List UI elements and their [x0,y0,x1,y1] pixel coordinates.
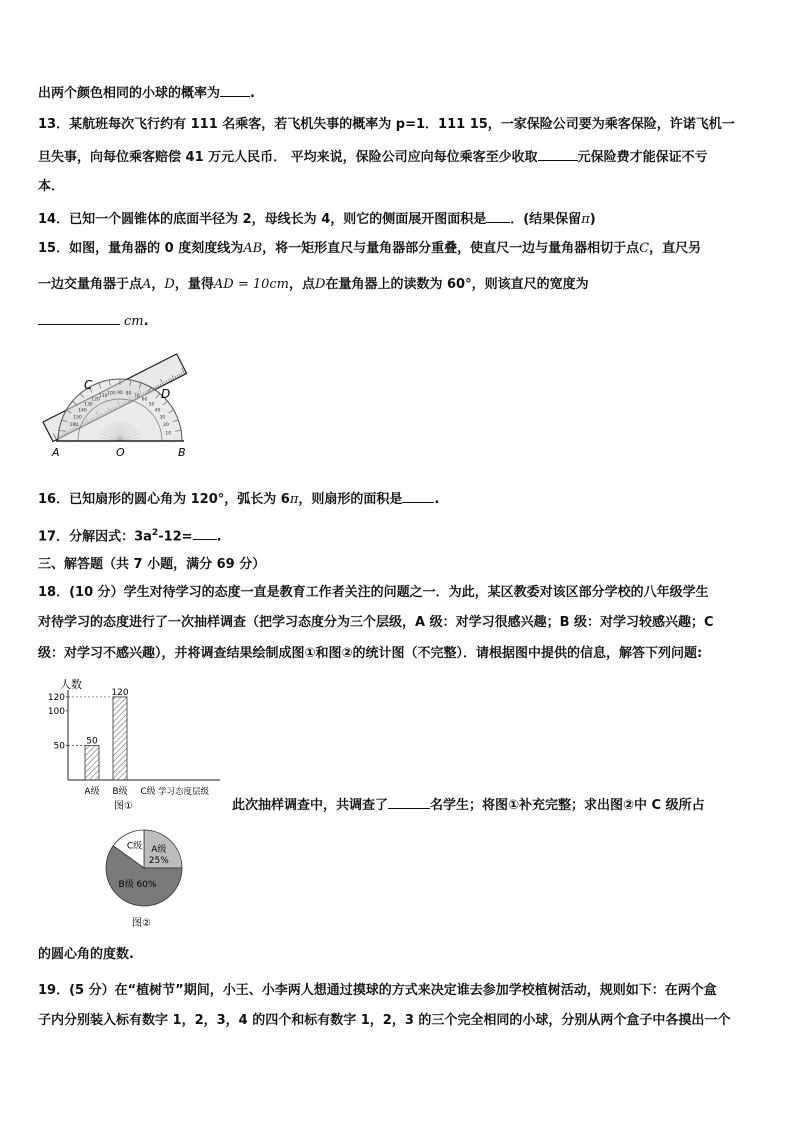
answer-blank[interactable] [402,490,434,503]
q18-line3: 级：对学习不感兴趣），并将调查结果绘制成图①和图②的统计图（不完整）．请根据图中提供的信息，解答下列问题: [38,646,703,661]
q19-line1: 19．(5 分）在“植树节”期间，小王、小李两人想通过摸球的方式来决定谁去参加学校植树活动，规则如下：在两个盒 [38,983,717,998]
bar-category-label: C级 [140,787,156,797]
q12-tail: 出两个颜色相同的小球的概率为 . [38,86,255,101]
q17-line: 17．分解因式：$3a^2-12=$ . [38,528,222,545]
q12-text: 出两个颜色相同的小球的概率为 [38,86,221,101]
protractor-tick-label: 10 [165,431,172,437]
bar-chart [40,676,230,816]
bar-xlabel: 学习态度层级 [158,787,210,797]
pie-label: B级 60% [118,879,157,890]
protractor-tick-label: 80 [125,391,132,397]
protractor-tick-label: 140 [78,408,87,414]
bar-value-label: 50 [86,736,98,747]
bar-0 [85,745,99,780]
protractor-tick-label: 40 [154,408,161,414]
protractor-tick-label: 100 [107,391,116,397]
q18-line2: 对待学习的态度进行了一次抽样调查（把学习态度分为三个层级，A 级：对学习很感兴趣；B 级：对学习较感兴趣；C [38,615,714,630]
label-D: D [161,387,171,401]
protractor-tick-label: 120 [91,397,100,403]
protractor-tick-label: 70 [133,393,140,399]
bar-1 [113,697,127,780]
protractor-tick-label: 20 [163,423,169,429]
label-B: B [178,446,186,459]
q18-line5: 的圆心角的度数. [38,947,134,962]
protractor-tick-label: 50 [148,402,155,408]
q19-line2: 子内分别装入标有数字 1，2，3，4 的四个和标有数字 1，2，3 的三个完全相同的小球，分别从两个盒子中各摸出一个 [38,1013,731,1028]
section-3-heading: 三、解答题（共 7 小题，满分 69 分） [38,557,266,572]
answer-blank[interactable] [193,527,217,540]
bar-ytick-label: 50 [53,741,65,752]
bar-category-label: B级 [112,787,128,797]
pie-chart [100,822,190,932]
label-O: O [116,446,125,459]
protractor-tick-label: 110 [98,393,108,399]
q15-line1: 15．如图，量角器的 0 度刻度线为AB，将一矩形直尺与量角器部分重叠，使直尺一边与量角器相切于点C，直尺另 [38,241,702,256]
protractor-figure [38,344,208,464]
answer-blank[interactable] [38,312,120,325]
protractor-tick-label: 130 [84,402,93,408]
bar-ylabel: 人数 [60,678,82,691]
q13-line1: 13．某航班每次飞行约有 111 名乘客，若飞机失事的概率为 p=1．111 15，一家保险公司要为乘客保险，许诺飞机一 [38,117,735,132]
q18-line4: 此次抽样调查中，共调查了 名学生；将图①补充完整；求出图②中 C 级所占 [232,798,705,813]
q15-line3: cm. [38,312,149,331]
q13-line3: 本． [38,179,65,194]
label-C: C [84,378,93,392]
protractor-tick-label: 60 [141,397,148,403]
protractor-tick-label: 90 [117,391,123,396]
bar-ytick-label: 120 [47,692,65,703]
q15-line2: 一边交量角器于点A，D，量得AD = 10cm，点D在量角器上的读数为 60°，则该直尺的宽度为 [38,277,589,292]
pie-caption: 图② [132,918,151,929]
pie-label: C级 [126,841,143,852]
protractor-tick-label: 150 [73,415,82,421]
q13-line2: 旦失事，向每位乘客赔偿 41 万元人民币． 平均来说，保险公司应向每位乘客至少收取 元保险费才能保证不亏 [38,150,708,165]
answer-blank[interactable] [220,84,250,97]
label-A: A [52,446,60,459]
answer-blank[interactable] [486,210,510,223]
bar-category-label: A级 [84,787,100,797]
q14-line: 14．已知一个圆锥体的底面半径为 2，母线长为 4，则它的侧面展开图面积是 ．(结果保留π) [38,212,596,227]
pie-value-label: 25% [148,856,169,867]
protractor-tick-label: 160 [69,423,79,429]
protractor-tick-label: 30 [159,415,166,421]
answer-blank[interactable] [388,796,430,809]
q16-line: 16．已知扇形的圆心角为 120°，弧长为 6π，则扇形的面积是 . [38,492,440,507]
q18-line1: 18．(10 分）学生对待学习的态度一直是教育工作者关注的问题之一．为此，某区教委对该区部分学校的八年级学生 [38,585,709,600]
pie-label: A级 [151,845,167,856]
bar-caption: 图① [114,801,133,812]
bar-value-label: 120 [111,687,129,698]
answer-blank[interactable] [538,148,578,161]
bar-ytick-label: 100 [47,706,65,717]
